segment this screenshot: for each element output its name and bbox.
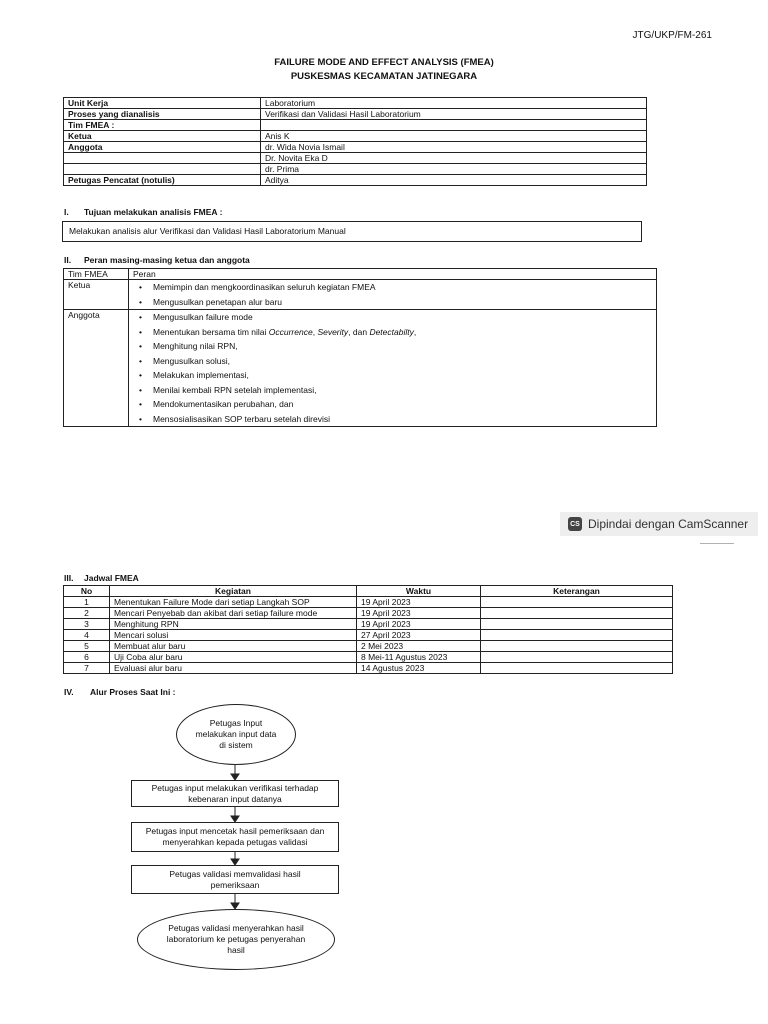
tim-label: Tim FMEA : xyxy=(64,120,261,131)
flow-start-node: Petugas Input melakukan input data di sistem xyxy=(176,704,296,765)
proses-label: Proses yang dianalisis xyxy=(64,109,261,120)
list-item: • Melakukan implementasi, xyxy=(139,368,652,383)
list-item: • Mengusulkan penetapan alur baru xyxy=(139,295,652,310)
section-2-heading: II. Peran masing-masing ketua dan anggota xyxy=(64,255,250,265)
list-item: • Menghitung nilai RPN, xyxy=(139,339,652,354)
document-subtitle: PUSKESMAS KECAMATAN JATINEGARA xyxy=(290,71,478,82)
section-1-heading: I. Tujuan melakukan analisis FMEA : xyxy=(64,207,223,217)
list-item: • Mengusulkan solusi, xyxy=(139,354,652,369)
list-item: • Menilai kembali RPN setelah implementasi, xyxy=(139,383,652,398)
flow-step-node: Petugas input melakukan verifikasi terhadap kebenaran input datanya xyxy=(131,780,339,807)
col-keterangan: Keterangan xyxy=(481,586,673,597)
roles-col-peran: Peran xyxy=(129,269,657,280)
petugas-value: Aditya xyxy=(261,175,647,186)
col-no: No xyxy=(64,586,110,597)
flow-step-node: Petugas input mencetak hasil pemeriksaan dan menyerahkan kepada petugas validasi xyxy=(131,822,339,852)
list-item: • Memimpin dan mengkoordinasikan seluruh kegiatan FMEA xyxy=(139,280,652,295)
anggota-value: Dr. Novita Eka D xyxy=(261,153,647,164)
table-row: 2 Mencari Penyebab dan akibat dari setiap failure mode 19 April 2023 xyxy=(64,608,673,619)
col-waktu: Waktu xyxy=(357,586,481,597)
document-code: JTG/UKP/FM-261 xyxy=(632,30,712,41)
section-1-text: Melakukan analisis alur Verifikasi dan Validasi Hasil Laboratorium Manual xyxy=(62,221,642,242)
section-3-heading: III. Jadwal FMEA xyxy=(64,573,139,583)
anggota-value: dr. Prima xyxy=(261,164,647,175)
proses-value: Verifikasi dan Validasi Hasil Laboratorium xyxy=(261,109,647,120)
camscanner-text: Dipindai dengan CamScanner xyxy=(588,517,749,531)
list-item: • Mendokumentasikan perubahan, dan xyxy=(139,397,652,412)
table-row: 5 Membuat alur baru 2 Mei 2023 xyxy=(64,641,673,652)
anggota-label: Anggota xyxy=(64,142,261,153)
document-title: FAILURE MODE AND EFFECT ANALYSIS (FMEA) xyxy=(274,57,494,68)
petugas-label: Petugas Pencatat (notulis) xyxy=(64,175,261,186)
section-4-heading: IV. Alur Proses Saat Ini : xyxy=(64,687,176,697)
unit-label: Unit Kerja xyxy=(64,98,261,109)
anggota-value: dr. Wida Novia Ismail xyxy=(261,142,647,153)
flow-end-node: Petugas validasi menyerahkan hasil laboratorium ke petugas penyerahan hasil xyxy=(137,909,335,970)
list-item: • Mensosialisasikan SOP terbaru setelah direvisi xyxy=(139,412,652,427)
flow-step-node: Petugas validasi memvalidasi hasil pemeriksaan xyxy=(131,865,339,894)
ketua-label: Ketua xyxy=(64,131,261,142)
col-kegiatan: Kegiatan xyxy=(110,586,357,597)
table-row: 4 Mencari solusi 27 April 2023 xyxy=(64,630,673,641)
table-row: 6 Uji Coba alur baru 8 Mei-11 Agustus 2023 xyxy=(64,652,673,663)
ketua-role-label: Ketua xyxy=(64,280,129,310)
roles-col-tim: Tim FMEA xyxy=(64,269,129,280)
table-row: 7 Evaluasi alur baru 14 Agustus 2023 xyxy=(64,663,673,674)
table-row: 3 Menghitung RPN 19 April 2023 xyxy=(64,619,673,630)
anggota-role-label: Anggota xyxy=(64,310,129,427)
table-row: 1 Menentukan Failure Mode dari setiap Langkah SOP 19 April 2023 xyxy=(64,597,673,608)
ketua-value: Anis K xyxy=(261,131,647,142)
unit-value: Laboratorium xyxy=(261,98,647,109)
list-item: • Mengusulkan failure mode xyxy=(139,310,652,325)
list-item: • Menentukan bersama tim nilai Occurrence, Severity, dan Detectabilty, xyxy=(139,325,652,340)
camscanner-icon: CS xyxy=(568,517,582,531)
